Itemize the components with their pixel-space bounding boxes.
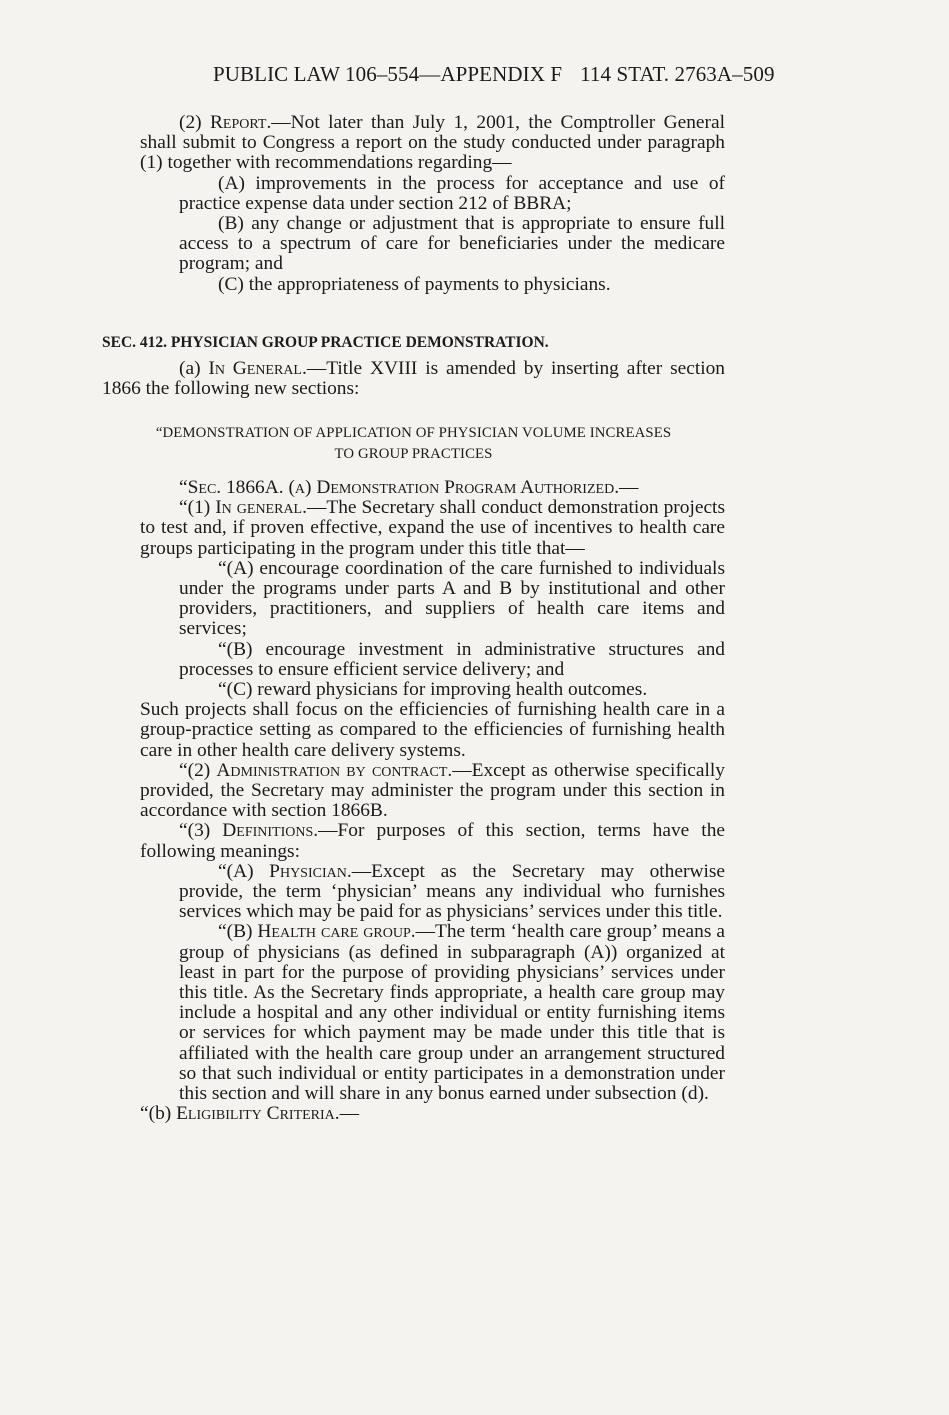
paragraph-2: “(2) Administration by contract.—Except as otherwise specifically provided, the Secretary may administer the program under this section in accordance with section 1866B. (140, 759, 725, 822)
section-heading: SEC. 412. PHYSICIAN GROUP PRACTICE DEMONSTRATION. (102, 334, 549, 351)
paragraph-1-item-b: “(B) encourage investment in administrative structures and processes to ensure efficient service delivery; and (179, 638, 725, 680)
header-title: PUBLIC LAW 106–554—APPENDIX F (213, 62, 563, 86)
report-heading: Report (210, 112, 267, 133)
definition-physician: “(A) Physician.—Except as the Secretary may otherwise provide, the term ‘physician’ means any individual who furnishes services which may be paid for as physicians’ services under this title. (179, 860, 725, 923)
paragraph-1-item-c: “(C) reward physicians for improving health outcomes. (218, 679, 648, 701)
running-header (213, 62, 775, 87)
demonstration-heading: “DEMONSTRATION OF APPLICATION OF PHYSICIAN VOLUME INCREASES TO GROUP PRACTICES (155, 425, 672, 462)
header-stat-citation: 114 STAT. 2763A–509 (580, 62, 775, 86)
in-general-heading: In General (208, 358, 302, 379)
in-general-paragraph: (a) In General.—Title XVIII is amended by inserting after section 1866 the following new sections: (102, 358, 725, 400)
definition-health-care-group: “(B) Health care group.—The term ‘health care group’ means a group of physicians (as defined in subparagraph (A)) organized at least in part for the purpose of providing physicians’ services under this title. As the Secretary finds appropriate, a health care group may include a hospital and any other individual or entity furnishing items or services for which payment may be made under this title that is affiliated with the health care group under an arrangement structured so that such individual or entity participates in a demonstration under this section and will share in any bonus earned under subsection (d). (179, 921, 725, 1105)
eligibility-criteria: “(b) Eligibility Criteria.— (140, 1103, 360, 1125)
paragraph-1: “(1) In general.—The Secretary shall conduct demonstration projects to test and, if proven effective, expand the use of incentives to health care groups participating in the program under this title that— (140, 497, 725, 559)
definition-health-care-group-heading: Health care group (257, 921, 411, 943)
demonstration-program-heading: Demonstration Program Authorized (316, 477, 615, 498)
report-lead: (2) Report.—Not later than July 1, 2001, the Comptroller General shall submit to Congress a report on the study conducted under paragraph (1) together with recommendations regarding— (140, 112, 725, 174)
paragraph-2-heading: Administration by contract (216, 759, 448, 781)
report-item-a: (A) improvements in the process for acceptance and use of practice expense data under section 212 of BBRA; (179, 172, 725, 214)
paragraph-3: “(3) Definitions.—For purposes of this section, terms have the following meanings: (140, 820, 725, 862)
paragraph-1-item-a: “(A) encourage coordination of the care furnished to individuals under the programs under parts A and B by institutional and other providers, practitioners, and suppliers of health care items and services; (179, 557, 725, 640)
report-item-c: (C) the appropriateness of payments to physicians. (218, 273, 611, 295)
report-item-b: (B) any change or adjustment that is appropriate to ensure full access to a spectrum of care for beneficiaries under the medicare program; and (179, 213, 725, 275)
paragraph-3-heading: Definitions (222, 820, 314, 842)
section-1866a (140, 478, 725, 1125)
paragraph-1-heading: In general (215, 497, 303, 519)
paragraph-1-tail: Such projects shall focus on the efficiencies of furnishing health care in a group-practice setting as compared to the efficiencies of furnishing health care in other health care delivery systems. (140, 699, 725, 761)
report-paragraph (140, 113, 725, 295)
definition-physician-heading: Physician (269, 860, 347, 882)
eligibility-criteria-heading: Eligibility Criteria (176, 1103, 335, 1125)
section-1866a-lead: “Sec. 1866A. (a) Demonstration Program Authorized.— (179, 477, 639, 498)
